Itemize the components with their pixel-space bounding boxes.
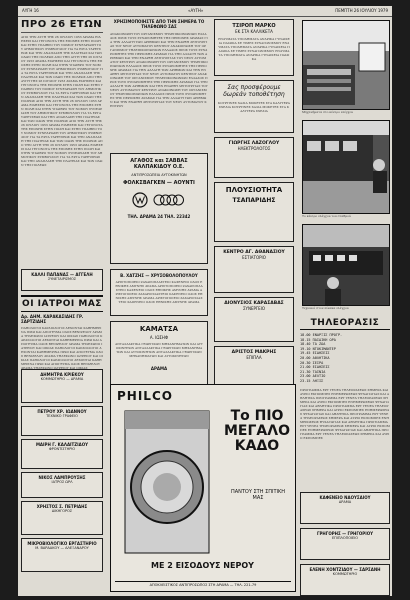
page-label: ΑΥΓΗ 16 (22, 8, 39, 13)
ad-tsirop (214, 19, 294, 76)
tv-time: 19.10 (300, 346, 311, 351)
ad-free-installation (214, 80, 294, 133)
center-column (110, 19, 208, 388)
box-title: ΕΛΕΝΗ ΧΟΝΤΖΙΔΟΥ — ΣΑΡΣΑΝΗ (309, 566, 381, 572)
tv-program: ΑΘΛΗΤΙΚΑ (312, 355, 330, 360)
small-ad-sub: ΣΥΝΕΤΑΙΡΙΣΜΟΣ (47, 277, 77, 281)
ad-title: ΔΙΟΝΥΣΙΟΣ ΚΑΡΑΣΑΒΑΣ (224, 301, 284, 306)
brand-logos (111, 192, 207, 208)
tv-time: 23.00 (300, 374, 311, 379)
professional-listings (21, 369, 103, 572)
box-sub: ΔΡΑΜΑ (338, 499, 352, 504)
issue-date: ΠΕΜΠΤΗ 26 ΙΟΥΛΙΟΥ 1979 (335, 8, 388, 13)
ad-sub: Α. ΙΩΣΗΦ (149, 335, 169, 340)
photo-control-room-2 (302, 120, 390, 214)
listing-sub: ΤΕΧΝΙΚΟ ΓΡΑΦΕΙΟ (46, 414, 78, 418)
small-ad-title: ΚΑΛΛΙ ΠΑΠΑΝΑΣ — ΑΓΓΕΛΗ (31, 272, 93, 277)
listing-box (21, 472, 103, 498)
page-header (18, 6, 392, 17)
photo-caption: Το κέντρο ελέγχου του σταθμού (302, 214, 351, 218)
listing-sub: Μ. ΒΑΡΔΑΚΟΥ — ΑΛΕΞΑΝΔΡΟΥ (35, 546, 89, 550)
ad-box-kamatsa (110, 321, 208, 388)
ad-lazoglou (214, 137, 294, 178)
dealer-address: ΤΗΛ. ΔΡΑΜΑ 24 ΤΗΛ. 22342 (127, 214, 191, 219)
doctor-name: Δρ. ΔΗΜ. ΚΑΡΑΚΑΣΙΔΗΣ ΓΡ. ΣΑΡΤΖΙΔΗΣ (21, 314, 84, 324)
ad-sub: δωρεάν τοποθέτηση (223, 91, 285, 98)
listing-title: ΔΗΜΗΤΡΑ ΚΡΙΕΚΟΥ (40, 372, 84, 377)
tv-text: ΠΡΟΓΡΑΜΜΑ ΕΡΤ ΥΕΝΕΔ ΤΗΛΕΟΡΑΣΕΩΣ ΣΗΜΕΡΑ ΚΑΙ ΑΥΡΙΟ ΕΚΠΟΜΠΕΣ ΕΝΗΜΕΡΩΣΕΩΣ ΨΥΧΑΓΩΓΙΑΣ ΚΑΙ ΑΘΛΗΤΙΚΑ ΠΡΟΓΡΑΜΜΑ ΕΡΤ ΥΕΝΕΔ ΤΗΛΕΟΡΑΣΕΩΣ ΣΗΜΕΡΑ ΚΑΙ ΑΥΡΙΟ ΕΚΠΟΜΠΕΣ ΕΝΗΜΕΡΩΣΕΩΣ ΨΥΧΑΓΩΓΙΑΣ ΚΑΙ ΑΘΛΗΤΙΚΑ ΠΡΟΓΡΑΜΜΑ ΕΡΤ ΥΕΝΕΔ ΤΗΛΕΟΡΑΣΕΩΣ ΣΗΜΕΡΑ ΚΑΙ ΑΥΡΙΟ ΕΚΠΟΜΠΕΣ ΕΝΗΜΕΡΩΣΕΩΣ ΨΥΧΑΓΩΓΙΑΣ ΚΑΙ ΑΘΛΗΤΙΚΑ ΠΡΟΓΡΑΜΜΑ ΕΡΤ ΥΕΝΕΔ ΤΗΛΕΟΡΑΣΕΩΣ ΣΗΜΕΡΑ ΚΑΙ ΑΥΡΙΟ ΕΚΠΟΜΠΕΣ ΕΝΗΜΕΡΩΣΕΩΣ ΨΥΧΑΓΩΓΙΑΣ ΚΑΙ ΑΘΛΗΤΙΚΑ ΠΡΟΓΡΑΜΜΑ ΕΡΤ ΥΕΝΕΔ ΤΗΛΕΟΡΑΣΕΩΣ ΣΗΜΕΡΑ ΚΑΙ ΑΥΡΙΟ ΕΚΠΟΜΠΕΣ ΕΝΗΜΕΡΩΣΕΩΣ ΨΥΧΑΓΩΓΙΑΣ ΚΑΙ ΑΘΛΗΤΙΚΑ ΠΡΟΓΡΑΜΜΑ ΕΡΤ ΥΕΝΕΔ ΤΗΛΕΟΡΑΣΕΩΣ ΣΗΜΕΡΑ ΚΑΙ ΑΥΡΙΟ ΕΚΠΟΜΠΕΣ (300, 387, 390, 440)
masthead: «ΑΥΓΗ» (188, 8, 204, 13)
dealer-sub: ΑΝΤΙΠΡΟΣΩΠΕΙΑ ΑΥΤΟΚΙΝΗΤΩΝ (131, 173, 187, 177)
divider (21, 32, 103, 33)
vw-logo-icon (132, 192, 148, 208)
tv-program: ΛΗΞΙΣ (312, 378, 324, 383)
small-ad-box (21, 269, 103, 291)
section-title-26-years: ΠΡΟ 26 ΕΤΩΝ (21, 19, 103, 30)
listing-sub: ΔΙΚΗΓΟΡΟΣ (51, 509, 73, 513)
left-column (21, 19, 103, 572)
ad-text: ΑΡΙΣΤΟΠΟΙΕΙΟ ΖΑΧΑΡΟΠΛΑΣΤΕΙΟ ΚΑΦΕΝΕΙΟ ΟΔΟΣ ΕΘΝΙΚΗΣ ΑΜΥΝΗΣ ΔΡΑΜΑ ΑΡΙΣΤΟΠΟΙΕΙΟ ΖΑΧΑΡΟΠΛΑΣΤΕΙΟ ΚΑΦΕΝΕΙΟ ΟΔΟΣ ΕΘΝΙΚΗΣ ΑΜΥΝΗΣ ΔΡΑΜΑ ΑΡΙΣΤΟΠΟΙΕΙΟ ΖΑΧΑΡΟΠΛΑΣΤΕΙΟ ΚΑΦΕΝΕΙΟ ΟΔΟΣ ΕΘΝΙΚΗΣ ΑΜΥΝΗΣ ΔΡΑΜΑ ΑΡΙΣΤΟΠΟΙΕΙΟ ΖΑΧΑΡΟΠΛΑΣΤΕΙΟ ΚΑΦΕΝΕΙΟ ΟΔΟΣ ΕΘΝΙΚΗΣ ΑΜΥΝΗΣ ΔΡΑΜΑ (115, 280, 203, 304)
ad-text: ΑΝΤΑΛΛΑΚΤΙΚΑ ΓΕΩΡΓΙΚΩΝ ΜΗΧΑΝΗΜΑΤΩΝ ΚΑΙ ΑΥΤΟΚΙΝΗΤΩΝ ΑΝΤΑΛΛΑΚΤΙΚΑ ΓΕΩΡΓΙΚΩΝ ΜΗΧΑΝΗΜΑΤΩΝ ΚΑΙ ΑΥΤΟΚΙΝΗΤΩΝ ΑΝΤΑΛΛΑΚΤΙΚΑ ΓΕΩΡΓΙΚΩΝ ΜΗΧΑΝΗΜΑΤΩΝ ΚΑΙ ΑΥΤΟΚΙΝΗΤΩΝ (115, 342, 203, 358)
dealer-brands: ΦΟΛΚΣΒΑΓΚΕΝ — ΑΟΥΝΤΙ (123, 180, 195, 186)
listing-title: ΝΙΚΟΣ ΛΑΜΠΡΟΥΣΗΣ (38, 475, 86, 480)
doctors-title: ΟΙ ΙΑΤΡΟΙ ΜΑΣ (21, 295, 103, 312)
photo-control-room-1 (302, 20, 390, 110)
box-title: ΚΑΦΕΝΕΙΟ ΝΑΟΥΣΑΙΟΥ (319, 494, 371, 500)
listing-box (21, 501, 103, 535)
dealer-title: ΑΓΑΘΟΣ και ΣΑΒΒΑΣ ΚΑΛΠΑΚΙΔΟΥ Ο.Ε. (130, 158, 188, 170)
listing-sub: ΦΡΟΝΤΙΣΤΗΡΙΟ (48, 447, 76, 451)
philco-footer: ΑΠΟΚΛΕΙΣΤΙΚΟΣ ΑΝΤΙΠΡΟΣΩΠΟΣ ΣΤΗ ΔΡΑΜΑ — ΤΗΛ. 221-79 (115, 581, 291, 587)
ad-sub: ΣΥΝΕΡΓΕΙΟ (243, 306, 265, 311)
photo-image (303, 225, 389, 305)
tv-box (300, 492, 390, 524)
philco-brand: PHILCO (117, 389, 173, 403)
philco-headline: Το ΠΙΟ ΜΕΓΑΛΟ ΚΑΔΟ (224, 408, 290, 454)
tv-box (300, 528, 390, 560)
ad-makris (214, 346, 294, 389)
listing-title: ΜΑΙΡΗ Γ. ΚΑΛΑΙΤΖΙΔΟΥ (35, 442, 89, 447)
washing-machine-icon (117, 407, 217, 557)
ad-title: ΚΕΝΤΡΟ ΑΓ. ΑΘΑΝΑΣΙΟΥ (223, 250, 285, 255)
tv-time: 18.00 (300, 333, 311, 337)
ads-column (214, 19, 294, 389)
doctors-text: ΠΑΘΟΛΟΓΟΙ ΚΑΡΔΙΟΛΟΓΟΙ ΔΕΧΟΝΤΑΙ ΚΑΘΗΜΕΡΙΝΑ ΠΡΩΙ ΚΑΙ ΑΠΟΓΕΥΜΑ ΟΔΟΣ ΒΕΝΙΖΕΛΟΥ ΔΡΑΜΑ ΤΗΛΕΦΩΝΟ ΙΑΤΡΕΙΟΥ ΚΑΙ ΟΙΚΙΑΣ ΠΑΘΟΛΟΓΟΙ ΚΑΡΔΙΟΛΟΓΟΙ ΔΕΧΟΝΤΑΙ ΚΑΘΗΜΕΡΙΝΑ ΠΡΩΙ ΚΑΙ ΑΠΟΓΕΥΜΑ ΟΔΟΣ ΒΕΝΙΖΕΛΟΥ ΔΡΑΜΑ ΤΗΛΕΦΩΝΟ ΙΑΤΡΕΙΟΥ ΚΑΙ ΟΙΚΙΑΣ ΠΑΘΟΛΟΓΟΙ ΚΑΡΔΙΟΛΟΓΟΙ ΔΕΧΟΝΤΑΙ ΚΑΘΗΜΕΡΙΝΑ ΠΡΩΙ ΚΑΙ ΑΠΟΓΕΥΜΑ ΟΔΟΣ ΒΕΝΙΖΕΛΟΥ ΔΡΑΜΑ ΤΗΛΕΦΩΝΟ ΙΑΤΡΕΙΟΥ ΚΑΙ ΟΙΚΙΑΣ ΠΑΘΟΛΟΓΟΙ ΚΑΡΔΙΟΛΟΓΟΙ ΔΕΧΟΝΤΑΙ ΚΑΘΗΜΕΡΙΝΑ ΠΡΩΙ ΚΑΙ ΑΠΟΓΕΥΜΑ ΟΔΟΣ ΒΕΝΙΖΕΛΟΥ ΔΡΑΜΑ ΤΗΛΕΦΩΝΟ ΙΑΤΡΕΙΟΥ ΚΑΙ ΟΙΚΙΑΣ (21, 326, 103, 370)
tv-time: 23.15 (300, 378, 311, 383)
listing-box (21, 538, 103, 572)
philco-feature: ΜΕ 2 ΕΙΣΟΔΟΥΣ ΝΕΡΟΥ (151, 561, 254, 570)
tv-program: ΕΙΔΗΣΕΙΣ (312, 365, 330, 370)
tv-program: ΤΑ ΖΩΑ (312, 342, 326, 347)
ad-text: ΚΟΥΡΤΙΝΕΣ ΧΑΛΙΑ ΜΟΚΕΤΕΣ ΣΤΑ ΚΑΛΥΤΕΡΑ ΣΧΕΔΙΑ ΚΟΥΡΤΙΝΕΣ ΧΑΛΙΑ ΜΟΚΕΤΕΣ ΣΤΑ ΚΑΛΥΤΕΡΑ ΣΧΕΔΙΑ (218, 101, 290, 113)
photo-control-room-3 (302, 224, 390, 306)
photo-caption: Μηχανήματα στο κέντρο ελέγχου (302, 110, 354, 114)
notice-text: ΑΝΑΚΟΙΝΩΣΗ ΤΟΥ ΟΡΓΑΝΙΣΜΟΥ ΤΗΛΕΠΙΚΟΙΝΩΝΙΩΝ ΕΛΛΑΔΟΣ ΠΡΟΣ ΤΟΥΣ ΣΥΝΔΡΟΜΗΤΕΣ ΤΗΣ ΠΕΡΙΟΧΗΣ ΔΡΑΜΑΣ ΓΙΑ ΤΗΝ ΑΛΛΑΓΗ ΤΩΝ ΑΡΙΘΜΩΝ ΚΑΙ ΤΗΝ ΕΝΑΡΞΗ ΛΕΙΤΟΥΡΓΙΑΣ ΤΟΥ ΝΕΟΥ ΑΥΤΟΜΑΤΟΥ ΚΕΝΤΡΟΥ ΑΝΑΚΟΙΝΩΣΗ ΤΟΥ ΟΡΓΑΝΙΣΜΟΥ ΤΗΛΕΠΙΚΟΙΝΩΝΙΩΝ ΕΛΛΑΔΟΣ ΠΡΟΣ ΤΟΥΣ ΣΥΝΔΡΟΜΗΤΕΣ ΤΗΣ ΠΕΡΙΟΧΗΣ ΔΡΑΜΑΣ ΓΙΑ ΤΗΝ ΑΛΛΑΓΗ ΤΩΝ ΑΡΙΘΜΩΝ ΚΑΙ ΤΗΝ ΕΝΑΡΞΗ ΛΕΙΤΟΥΡΓΙΑΣ ΤΟΥ ΝΕΟΥ ΑΥΤΟΜΑΤΟΥ ΚΕΝΤΡΟΥ ΑΝΑΚΟΙΝΩΣΗ ΤΟΥ ΟΡΓΑΝΙΣΜΟΥ ΤΗΛΕΠΙΚΟΙΝΩΝΙΩΝ ΕΛΛΑΔΟΣ ΠΡΟΣ ΤΟΥΣ ΣΥΝΔΡΟΜΗΤΕΣ ΤΗΣ ΠΕΡΙΟΧΗΣ ΔΡΑΜΑΣ ΓΙΑ ΤΗΝ ΑΛΛΑΓΗ ΤΩΝ ΑΡΙΘΜΩΝ ΚΑΙ ΤΗΝ ΕΝΑΡΞΗ ΛΕΙΤΟΥΡΓΙΑΣ ΤΟΥ ΝΕΟΥ ΑΥΤΟΜΑΤΟΥ ΚΕΝΤΡΟΥ ΑΝΑΚΟΙΝΩΣΗ ΤΟΥ ΟΡΓΑΝΙΣΜΟΥ ΤΗΛΕΠΙΚΟΙΝΩΝΙΩΝ ΕΛΛΑΔΟΣ ΠΡΟΣ ΤΟΥΣ ΣΥΝΔΡΟΜΗΤΕΣ ΤΗΣ ΠΕΡΙΟΧΗΣ ΔΡΑΜΑΣ ΓΙΑ ΤΗΝ ΑΛΛΑΓΗ ΤΩΝ ΑΡΙΘΜΩΝ ΚΑΙ ΤΗΝ ΕΝΑΡΞΗ ΛΕΙΤΟΥΡΓΙΑΣ ΤΟΥ ΝΕΟΥ ΑΥΤΟΜΑΤΟΥ ΚΕΝΤΡΟΥ ΑΝΑΚΟΙΝΩΣΗ ΤΟΥ ΟΡΓΑΝΙΣΜΟΥ ΤΗΛΕΠΙΚΟΙΝΩΝΙΩΝ ΕΛΛΑΔΟΣ ΠΡΟΣ ΤΟΥΣ ΣΥΝΔΡΟΜΗΤΕΣ ΤΗΣ ΠΕΡΙΟΧΗΣ ΔΡΑΜΑΣ ΓΙΑ ΤΗΝ ΑΛΛΑΓΗ ΤΩΝ ΑΡΙΘΜΩΝ ΚΑΙ ΤΗΝ ΕΝΑΡΞΗ ΛΕΙΤΟΥΡΓΙΑΣ ΤΟΥ ΝΕΟΥ ΑΥΤΟΜΑΤΟΥ ΚΕΝΤΡΟΥ (110, 32, 208, 108)
tv-box (300, 564, 390, 596)
tv-section (300, 318, 390, 596)
photo-caption: Τεχνικοί στον πίνακα ελέγχου (302, 306, 349, 310)
tv-time: 21.00 (300, 365, 311, 370)
ad-text: ΕΝΔΥΜΑΤΑ ΥΠΟΔΗΜΑΤΑ ΑΝΔΡΙΚΑ ΓΥΝΑΙΚΕΙΑ ΠΑΙΔΙΚΑ ΣΕ ΤΙΜΕΣ ΣΥΝΑΓΩΝΙΣΜΟΥ ΕΝΔΥΜΑΤΑ ΥΠΟΔΗΜΑΤΑ ΑΝΔΡΙΚΑ ΓΥΝΑΙΚΕΙΑ ΠΑΙΔΙΚΑ ΣΕ ΤΙΜΕΣ ΣΥΝΑΓΩΝΙΣΜΟΥ ΕΝΔΥΜΑΤΑ ΥΠΟΔΗΜΑΤΑ ΑΝΔΡΙΚΑ ΓΥΝΑΙΚΕΙΑ ΠΑΙΔΙΚΑ (218, 37, 290, 61)
ad-karasavas (214, 297, 294, 342)
ad-title: ΑΡΙΣΤΟΣ ΜΑΚΡΗΣ (231, 350, 277, 355)
ad-title: ΓΙΩΡΓΗΣ ΛΑΖΟΓΛΟΥ (228, 141, 280, 146)
newspaper-page (18, 6, 392, 596)
ad-plousiotita (214, 182, 294, 242)
listing-box (21, 406, 103, 436)
ad-title: ΠΛΟΥΣΙΟΤΗΤΑ (225, 186, 283, 194)
photo-image (303, 121, 389, 213)
philco-side-text: ΠΑΝΤΟΥ ΣΤΗ ΣΠΙΤΙΚΗ ΜΑΣ (230, 489, 286, 501)
ad-title: ΚΑΜΑΤΣΑ (139, 325, 179, 333)
tv-schedule (300, 333, 390, 384)
listing-title: ΜΙΚΡΟΒΙΟΛΟΓΙΚΟ ΕΡΓΑΣΤΗΡΙΟ (27, 541, 97, 546)
ad-sub: ΤΣΑΠΑΡΙΔΗΣ (232, 197, 276, 204)
tv-time: 21.30 (300, 369, 311, 374)
tv-program: ΤΑΙΝΙΑ (312, 369, 326, 374)
ad-sub: ΕΚ ΣΤΑ ΚΑΛΛΙΚΕΤΑ (235, 29, 273, 34)
tv-title: ΤΗΛΕΟΡΑΣΙΣ (300, 318, 390, 330)
listing-box (21, 439, 103, 469)
listing-sub: ΙΑΤΡΟΣ ΩΡΛ (51, 480, 73, 484)
tv-program: ΠΑΙΔΙΚΗ ΩΡΑ (312, 337, 336, 342)
tv-time: 19.45 (300, 351, 311, 356)
listing-title: ΧΡΗΣΤΟΣ Σ. ΠΕΤΡΙΔΗΣ (36, 504, 88, 509)
tv-time: 18.15 (300, 337, 311, 342)
ad-kentro (214, 246, 294, 293)
ad-sub: ΕΠΙΠΛΑ (246, 355, 262, 360)
tv-program: ΣΕΙΡΑ (312, 360, 324, 365)
tv-row (300, 379, 390, 384)
tv-program: ΕΙΔΗΣΕΙΣ (312, 351, 330, 356)
box-title: ΓΡΗΓΟΡΗΣ — ΓΡΗΓΟΡΙΟΥ (316, 530, 374, 536)
photo-image (303, 21, 389, 109)
tv-time: 18.40 (300, 342, 311, 347)
listing-box (21, 369, 103, 403)
ad-sub: ΕΣΤΙΑΤΟΡΙΟ (242, 255, 266, 260)
top-notice: ΧΡΗΣΙΜΟΠΟΙΗΣΤΕ ΑΠΟ ΤΗΝ ΣΗΜΕΡΑ ΤΟ ΤΗΛΕΦΩΝΟ ΣΑΣ (113, 19, 205, 29)
ad-sub: ΗΛΕΚΤΡΟΛΟΓΟΣ (237, 146, 271, 151)
tv-program: ΕΝΑΡΞΙΣ ΠΡΟΓΡ. (312, 333, 343, 337)
listing-title: ΠΕΤΡΟΥ ΧΡ. ΙΩΑΝΝΟΥ (37, 409, 87, 414)
tv-program: ΔΕΛΤΙΟ (312, 374, 326, 379)
tv-program: ΝΤΟΚΙΜΑΝΤΕΡ (312, 346, 336, 351)
ad-city: ΔΡΑΜΑ (150, 366, 168, 371)
ad-title: Β. ΧΑΤΖΗΣ — ΧΡΥΣΟΒΟΛΟΠΟΥΛΟΥ (120, 273, 198, 278)
ad-box-chatzis (110, 269, 208, 316)
tv-time: 20.00 (300, 355, 311, 360)
car-dealer-ad (110, 153, 208, 264)
ad-title: Σας προσφέρουμε (227, 84, 281, 91)
box-sub: ΚΟΜΜΩΤΗΡΙΟ (332, 571, 358, 576)
article-text: ΑΠΟ ΤΗΝ ΑΥΓΗ ΤΗΣ 26 ΙΟΥΛΙΟΥ 1953 ΔΡΑΜΑ ΕΙΔΗΣΕΙΣ ΚΑΙ ΓΕΓΟΝΟΤΑ ΤΗΣ ΕΠΟΧΗΣ ΣΤΗΝ ΠΟΛΗ ΚΑΙ ΣΤΗΝ ΥΠΑΙΘΡΟ ΤΟΥ ΝΟΜΟΥ ΣΥΝΕΔΡΙΑΣΗ ΤΟΥ ΔΗΜΟΤΙΚΟΥ ΣΥΜΒΟΥΛΙΟΥ ΓΙΑ ΤΑ ΕΡΓΑ ΥΔΡΕΥΣΕΩΣ ΚΑΙ ΤΗΝ ΑΝΑΠΛΑΣΗ ΤΗΣ ΠΛΑΤΕΙΑΣ ΚΑΙ ΤΩΝ ΟΔΩΝ ΤΗΣ ΠΟΛΕΩΣ ΑΠΟ ΤΗΝ ΑΥΓΗ ΤΗΣ 26 ΙΟΥΛΙΟΥ 1953 ΔΡΑΜΑ ΕΙΔΗΣΕΙΣ ΚΑΙ ΓΕΓΟΝΟΤΑ ΤΗΣ ΕΠΟΧΗΣ ΣΤΗΝ ΠΟΛΗ ΚΑΙ ΣΤΗΝ ΥΠΑΙΘΡΟ ΤΟΥ ΝΟΜΟΥ ΣΥΝΕΔΡΙΑΣΗ ΤΟΥ ΔΗΜΟΤΙΚΟΥ ΣΥΜΒΟΥΛΙΟΥ ΓΙΑ ΤΑ ΕΡΓΑ ΥΔΡΕΥΣΕΩΣ ΚΑΙ ΤΗΝ ΑΝΑΠΛΑΣΗ ΤΗΣ ΠΛΑΤΕΙΑΣ ΚΑΙ ΤΩΝ ΟΔΩΝ ΤΗΣ ΠΟΛΕΩΣ ΑΠΟ ΤΗΝ ΑΥΓΗ ΤΗΣ 26 ΙΟΥΛΙΟΥ 1953 ΔΡΑΜΑ ΕΙΔΗΣΕΙΣ ΚΑΙ ΓΕΓΟΝΟΤΑ ΤΗΣ ΕΠΟΧΗΣ ΣΤΗΝ ΠΟΛΗ ΚΑΙ ΣΤΗΝ ΥΠΑΙΘΡΟ ΤΟΥ ΝΟΜΟΥ ΣΥΝΕΔΡΙΑΣΗ ΤΟΥ ΔΗΜΟΤΙΚΟΥ ΣΥΜΒΟΥΛΙΟΥ ΓΙΑ ΤΑ ΕΡΓΑ ΥΔΡΕΥΣΕΩΣ ΚΑΙ ΤΗΝ ΑΝΑΠΛΑΣΗ ΤΗΣ ΠΛΑΤΕΙΑΣ ΚΑΙ ΤΩΝ ΟΔΩΝ ΤΗΣ ΠΟΛΕΩΣ ΑΠΟ ΤΗΝ ΑΥΓΗ ΤΗΣ 26 ΙΟΥΛΙΟΥ 1953 ΔΡΑΜΑ ΕΙΔΗΣΕΙΣ ΚΑΙ ΓΕΓΟΝΟΤΑ ΤΗΣ ΕΠΟΧΗΣ ΣΤΗΝ ΠΟΛΗ ΚΑΙ ΣΤΗΝ ΥΠΑΙΘΡΟ ΤΟΥ ΝΟΜΟΥ ΣΥΝΕΔΡΙΑΣΗ ΤΟΥ ΔΗΜΟΤΙΚΟΥ ΣΥΜΒΟΥΛΙΟΥ ΓΙΑ ΤΑ ΕΡΓΑ ΥΔΡΕΥΣΕΩΣ ΚΑΙ ΤΗΝ ΑΝΑΠΛΑΣΗ ΤΗΣ ΠΛΑΤΕΙΑΣ ΚΑΙ ΤΩΝ ΟΔΩΝ ΤΗΣ ΠΟΛΕΩΣ ΑΠΟ ΤΗΝ ΑΥΓΗ ΤΗΣ 26 ΙΟΥΛΙΟΥ 1953 ΔΡΑΜΑ ΕΙΔΗΣΕΙΣ ΚΑΙ ΓΕΓΟΝΟΤΑ ΤΗΣ ΕΠΟΧΗΣ ΣΤΗΝ ΠΟΛΗ ΚΑΙ ΣΤΗΝ ΥΠΑΙΘΡΟ ΤΟΥ ΝΟΜΟΥ ΣΥΝΕΔΡΙΑΣΗ ΤΟΥ ΔΗΜΟΤΙΚΟΥ ΣΥΜΒΟΥΛΙΟΥ ΓΙΑ ΤΑ ΕΡΓΑ ΥΔΡΕΥΣΕΩΣ ΚΑΙ ΤΗΝ ΑΝΑΠΛΑΣΗ ΤΗΣ ΠΛΑΤΕΙΑΣ ΚΑΙ ΤΩΝ ΟΔΩΝ ΤΗΣ ΠΟΛΕΩΣ ΑΠΟ ΤΗΝ ΑΥΓΗ ΤΗΣ 26 ΙΟΥΛΙΟΥ 1953 ΔΡΑΜΑ ΕΙΔΗΣΕΙΣ ΚΑΙ ΓΕΓΟΝΟΤΑ ΤΗΣ ΕΠΟΧΗΣ ΣΤΗΝ ΠΟΛΗ ΚΑΙ ΣΤΗΝ ΥΠΑΙΘΡΟ ΤΟΥ ΝΟΜΟΥ ΣΥΝΕΔΡΙΑΣΗ ΤΟΥ ΔΗΜΟΤΙΚΟΥ ΣΥΜΒΟΥΛΙΟΥ ΓΙΑ ΤΑ ΕΡΓΑ ΥΔΡΕΥΣΕΩΣ ΚΑΙ ΤΗΝ ΑΝΑΠΛΑΣΗ ΤΗΣ ΠΛΑΤΕΙΑΣ ΚΑΙ ΤΩΝ ΟΔΩΝ ΤΗΣ ΠΟΛΕΩΣ (21, 35, 103, 167)
ad-title: ΤΣΙΡΟΠ ΜΑΡΚΟ (232, 23, 276, 29)
audi-logo-icon (152, 192, 186, 208)
philco-ad (110, 384, 296, 592)
listing-sub: ΚΟΜΜΩΤΗΡΙΟ — ΔΡΑΜΑ (40, 377, 84, 381)
tv-time: 20.30 (300, 360, 311, 365)
box-sub: ΕΠΙΠΛΟΠΟΙΕΙΟ (331, 535, 359, 540)
